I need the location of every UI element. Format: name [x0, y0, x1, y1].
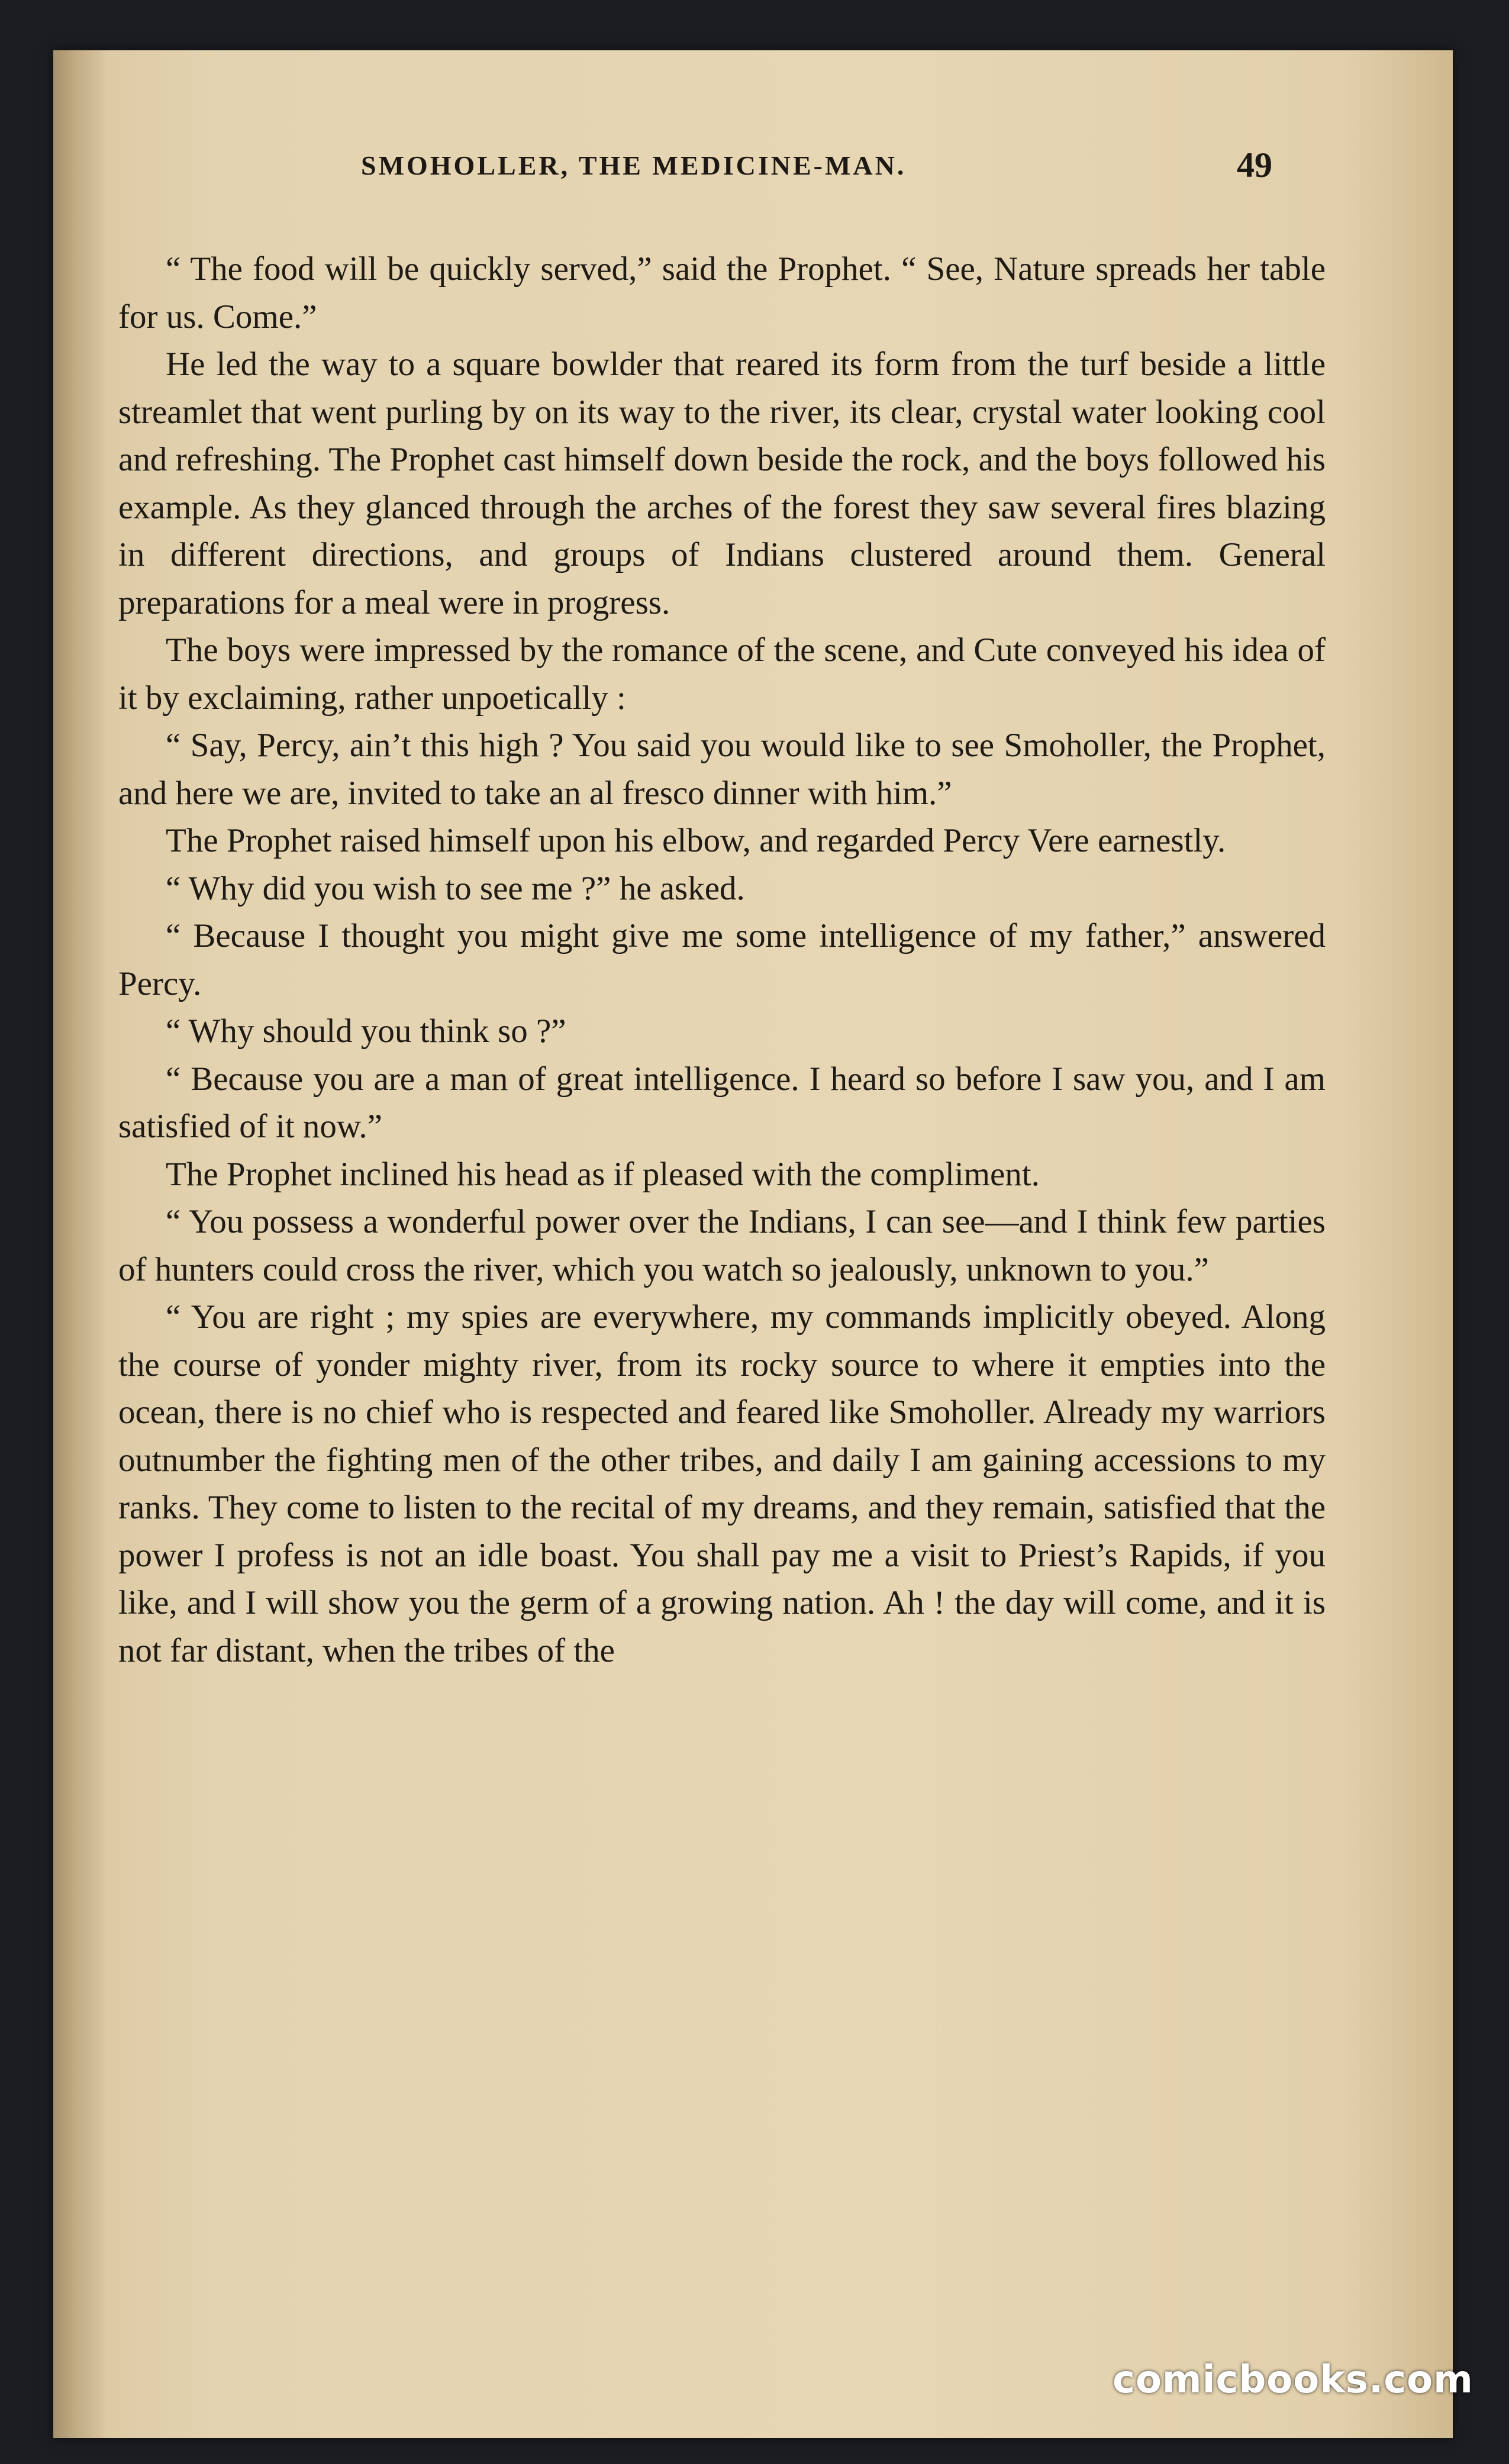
page-gutter: [53, 50, 107, 2438]
page-number: 49: [1237, 146, 1272, 185]
paragraph: “ You are right ; my spies are everywhere, my commands implicitly obeyed. Along the course of yonder mighty river, from its rocky source to where it empties into the ocean, there is no chief who is respected and feared like Smoholler. Already my warriors outnumber the fighting men of the other tribes, and daily I am gaining accessions to my ranks. They come to listen to the recital of my dreams, and they remain, satisfied that the power I profess is not an idle boast. You shall pay me a visit to Priest’s Rapids, if you like, and I will show you the germ of a growing nation. Ah ! the day will come, and it is not far distant, when the tribes of the: [118, 1298, 1326, 1669]
paragraph: He led the way to a square bowlder that reared its form from the turf beside a little streamlet that went purling by on its way to the river, its clear, crystal water looking cool and refreshing. The Prophet cast himself down beside the rock, and the boys followed his example. As they glanced through the arches of the forest they saw several fires blazing in different directions, and groups of Indians clustered around them. General preparations for a meal were in progress.: [118, 346, 1326, 621]
paragraph: “ You possess a wonderful power over the Indians, I can see—and I think few parties of hunters could cross the river, which you watch so jealously, unknown to you.”: [118, 1203, 1326, 1288]
paragraph: The Prophet inclined his head as if pleased with the compliment.: [166, 1155, 1040, 1193]
paragraph: The Prophet raised himself upon his elbow, and regarded Percy Vere earnestly.: [166, 822, 1226, 859]
paragraph: The boys were impressed by the romance of the scene, and Cute conveyed his idea of it by exclaiming, rather unpoetically :: [118, 631, 1326, 717]
paragraph: “ Because I thought you might give me some intelligence of my father,” answered Percy.: [118, 917, 1326, 1002]
paragraph: “ Why should you think so ?”: [166, 1012, 566, 1050]
paragraph: “ Because you are a man of great intelligence. I heard so before I saw you, and I am satisfied of it now.”: [118, 1060, 1326, 1145]
running-header: SMOHOLLER, THE MEDICINE-MAN.: [361, 150, 907, 180]
book-page: [53, 50, 1453, 2438]
body-text: [118, 246, 1326, 1675]
site-watermark: comicbooks.com: [1113, 2358, 1473, 2402]
paragraph: “ The food will be quickly served,” said the Prophet. “ See, Nature spreads her table for us. Come.”: [118, 250, 1326, 336]
paragraph: “ Why did you wish to see me ?” he asked.: [166, 869, 745, 907]
paragraph: “ Say, Percy, ain’t this high ? You said you would like to see Smoholler, the Prophet, and here we are, invited to take an al fresco dinner with him.”: [118, 727, 1326, 812]
